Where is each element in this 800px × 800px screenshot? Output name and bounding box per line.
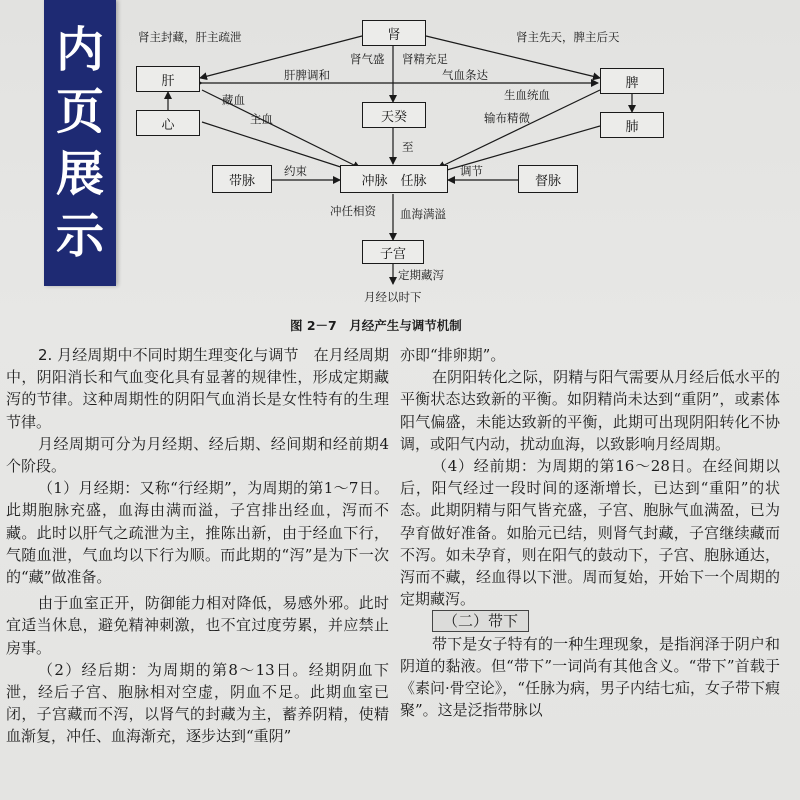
node-fei: 肺 [600,112,664,138]
label-top-left: 肾主封藏，肝主疏泄 [138,30,242,44]
figure-caption: 图 2－7 月经产生与调节机制 [290,318,462,333]
paragraph: 带下是女子特有的一种生理现象，是指润泽于阴户和阴道的黏液。但“带下”一词尚有其他含义。“带下”首载于《素问·骨空论》，“任脉为病，男子内结七疝，女子带下瘕聚”。这是泛指带脉以 [400,634,780,720]
node-pi: 脾 [600,68,664,94]
label-qixue: 气血条达 [442,68,488,82]
label-shubu: 输布精微 [484,111,530,125]
label-shen-qi: 肾气盛 [350,52,385,66]
paragraph: 月经周期可分为月经期、经后期、经间期和经前期4个阶段。 [6,434,389,476]
node-shen: 肾 [362,20,426,46]
left-column [6,344,389,748]
node-xin: 心 [136,110,200,136]
paragraph: 在阴阳转化之际，阴精与阳气需要从月经后低水平的平衡状态达致新的平衡。如阴精尚未达到“重阴”，或素体阳气偏盛，未能达致新的平衡，此期可出现阴阳转化不协调，或阳气内动，扰动血海，以致影响月经周期。 [400,368,780,453]
label-zhuxue: 主血 [250,112,273,126]
label-yueshu: 约束 [284,164,307,178]
paragraph: （4）经前期：为周期的第16～28日。在经间期以后，阳气经过一段时间的逐渐增长，已达到“重阳”的状态。此期阴精与阳气皆充盛，子宫、胞脉气血满盈，已为孕育做好准备。如胎元已结，则肾气封藏，子宫继续藏而不泻。如未孕育，则在阳气的鼓动下，子宫、胞脉通达，泻而不藏，经血得以下泄。周而复始，开始下一个周期的定期藏泻。 [400,457,780,609]
label-zhi: 至 [402,140,414,154]
node-zigong: 子宫 [362,240,424,264]
label-cangxue: 藏血 [222,93,245,107]
label-top-right: 肾主先天，脾主后天 [516,30,620,44]
paragraph-continuation: 亦即“排卵期”。 [400,346,506,364]
label-chongren-xiangzi: 冲任相资 [330,204,376,218]
label-xuehai: 血海满溢 [400,207,446,221]
paragraph: 由于血室正开，防御能力相对降低，易感外邪。此时宜适当休息，避免精神刺激，也不宜过度劳累，并应禁止房事。 [6,594,389,657]
label-yuejing: 月经以时下 [364,290,422,304]
node-chong-ren: 冲脉 任脉 [340,165,448,193]
banner-char: 展 [55,146,104,202]
label-shenghua: 生血统血 [504,88,550,102]
diagram-connectors [120,0,800,310]
section-heading-paragraph: 2. 月经周期中不同时期生理变化与调节 在月经周期中，阴阳消长和气血变化具有显著的规律性，形成定期藏泻的节律。这种周期性的阴阳气血消长是女性特有的生理节律。 [6,346,389,431]
inner-page-banner [44,0,116,286]
label-tiaojie: 调节 [460,164,483,178]
node-dumai: 督脉 [518,165,578,193]
paragraph: （1）月经期：又称“行经期”，为周期的第1～7日。此期胞脉充盛，血海由满而溢，子宫排出经血，泻而不藏。此时以肝气之疏泄为主，推陈出新，由于经血下行，气随血泄，气血均以下行为顺。而此期的“泻”是为下一次的“藏”做准备。 [6,479,389,587]
label-shen-jing: 肾精充足 [402,52,448,66]
subsection-heading: （二）带下 [432,610,529,632]
paragraph: （2）经后期：为周期的第8～13日。经期阴血下泄，经后子宫、胞脉相对空虚，阴血不足。此期血室已闭，子宫藏而不泻，以肾气的封藏为主，蓄养阴精，使精血渐复，冲任、血海渐充，逐步达到“重阴” [6,660,389,746]
right-column [400,344,780,721]
label-ganpi: 肝脾调和 [284,68,330,82]
banner-char: 示 [55,208,104,264]
banner-char: 页 [55,84,104,140]
label-dingqi: 定期藏泻 [398,268,444,282]
node-daimai: 带脉 [212,165,272,193]
banner-char: 内 [55,22,104,78]
menstruation-mechanism-diagram [120,0,800,310]
node-tiangui: 天癸 [362,102,426,128]
node-gan: 肝 [136,66,200,92]
